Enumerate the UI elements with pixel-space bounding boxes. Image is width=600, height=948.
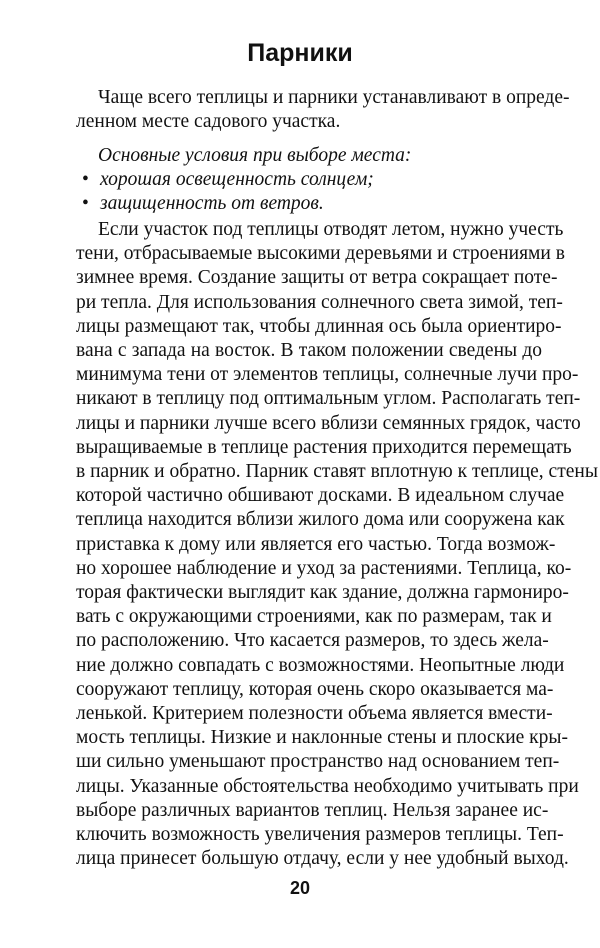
text-line: теплица находится вблизи жилого дома или сооружена как — [76, 509, 565, 531]
conditions-list — [76, 144, 542, 217]
list-item-text: защищенность от ветров. — [100, 193, 324, 215]
text-line: приставка к дому или является его частью. Тогда возмож- — [76, 533, 556, 555]
text-line: вана с запада на восток. В таком положении сведены до — [76, 340, 542, 362]
bullet-marker: • — [82, 193, 89, 215]
list-item — [76, 168, 542, 192]
text-line: лица принесет большую отдачу, если у нее удобный выход. — [76, 848, 569, 870]
main-paragraph — [76, 218, 598, 871]
text-line: никают в теплицу под оптимальным углом. Располагать теп- — [76, 388, 581, 410]
text-line: ленькой. Критерием полезности объема является вмести- — [76, 703, 553, 725]
conditions-heading: Основные условия при выборе места: — [98, 145, 412, 166]
text-line: тени, отбрасываемые высокими деревьями и строениями в — [76, 243, 565, 265]
text-line: лицы размещают так, чтобы длинная ось была ориентиро- — [76, 315, 562, 337]
text-line: вать с окружающими строениями, как по размерам, так и — [76, 606, 552, 628]
text-line: лицы и парники лучше всего вблизи семянных грядок, часто — [76, 412, 581, 434]
text-line: по расположению. Что касается размеров, то здесь жела- — [76, 630, 549, 652]
list-item — [76, 192, 542, 216]
text-line: Если участок под теплицы отводят летом, нужно учесть — [98, 219, 564, 240]
text-line: ние должно совпадать с возможностями. Неопытные люди — [76, 654, 565, 676]
text-line: торая фактически выглядит как здание, должна гармониро- — [76, 582, 569, 604]
text-line: выращиваемые в теплице растения приходится перемещать — [76, 436, 572, 458]
text-line: выборе различных вариантов теплиц. Нельзя заранее ис- — [76, 799, 549, 821]
page-number: 20 — [289, 878, 311, 898]
text-line: Чаще всего теплицы и парники устанавливают в опреде- — [98, 87, 570, 108]
text-line: ленном месте садового участка. — [76, 111, 341, 133]
text-line: которой частично обшивают досками. В идеальном случае — [76, 485, 565, 507]
text-line: мость теплицы. Низкие и наклонные стены и плоские кры- — [76, 727, 568, 749]
text-line: но хорошее наблюдение и уход за растениями. Теплица, ко- — [76, 557, 572, 579]
bullet-marker: • — [82, 169, 89, 191]
text-line: ши сильно уменьшают пространство над основанием теп- — [76, 751, 560, 773]
text-line: ключить возможность увеличения размеров теплицы. Теп- — [76, 824, 564, 846]
text-line: сооружают теплицу, которая очень скоро оказывается ма- — [76, 678, 554, 700]
text-line: в парник и обратно. Парник ставят вплотную к теплице, стены — [76, 461, 598, 483]
text-line: ри тепла. Для использования солнечного света зимой, теп- — [76, 291, 563, 313]
text-line: зимнее время. Создание защиты от ветра сокращает поте- — [76, 267, 558, 289]
intro-paragraph — [76, 86, 570, 134]
page-title: Парники — [247, 39, 353, 67]
text-line: минимума тени от элементов теплицы, солнечные лучи про- — [76, 364, 579, 386]
list-item-text: хорошая освещенность солнцем; — [100, 169, 374, 191]
text-line: лицы. Указанные обстоятельства необходимо учитывать при — [76, 775, 579, 797]
